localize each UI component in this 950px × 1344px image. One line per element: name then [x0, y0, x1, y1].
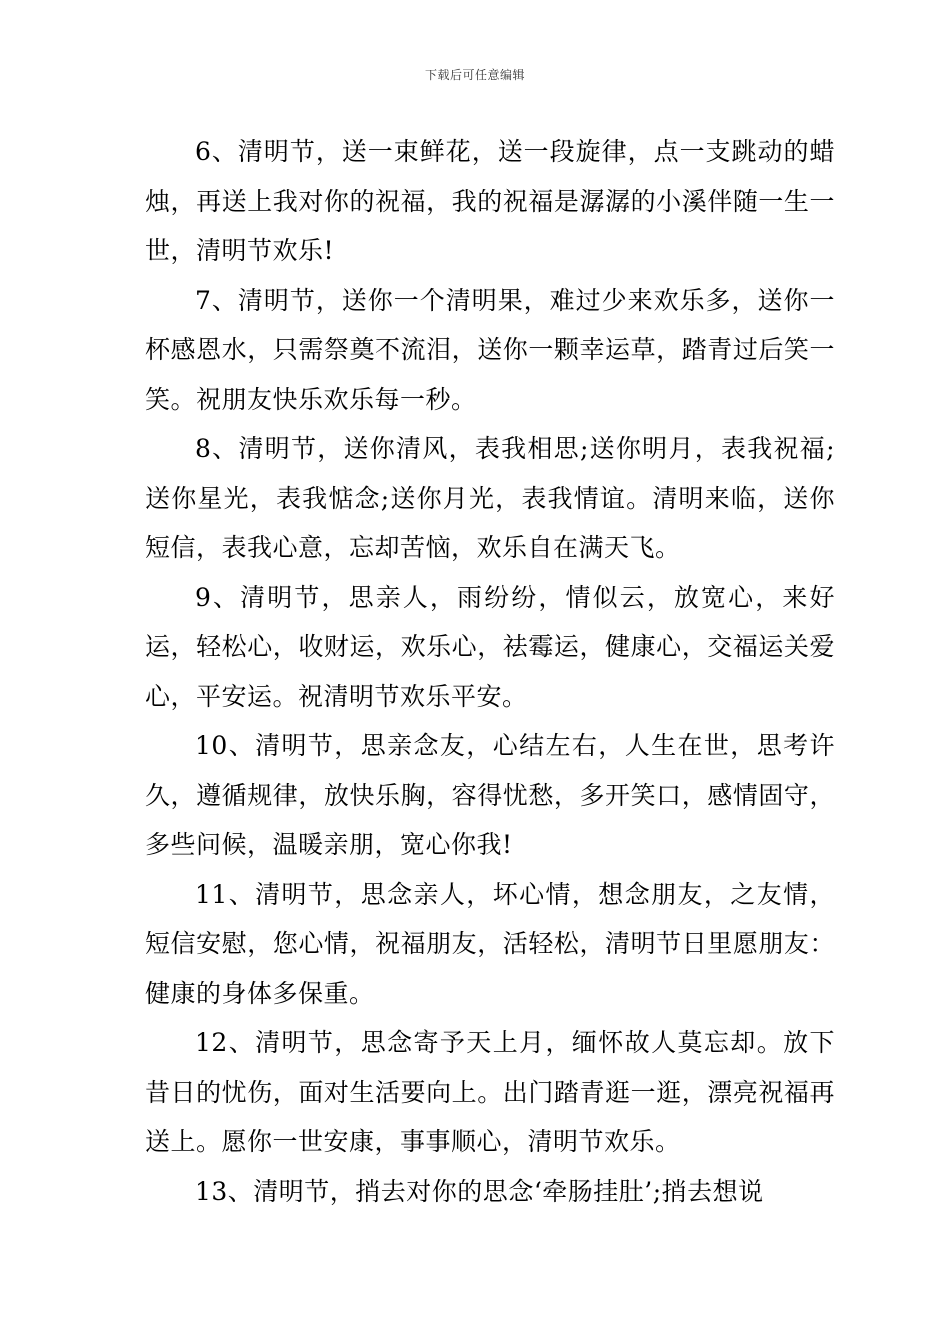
document-body — [145, 127, 835, 1216]
paragraph-9: 9、清明节，思亲人，雨纷纷，情似云，放宽心，来好运，轻松心，收财运，欢乐心，祛霉运，健康心，交福运关爱心，平安运。祝清明节欢乐平安。 — [145, 582, 835, 711]
paragraph-12: 12、清明节，思念寄予天上月，缅怀故人莫忘却。放下昔日的忧伤，面对生活要向上。出门踏青逛一逛，漂亮祝福再送上。愿你一世安康，事事顺心，清明节欢乐。 — [145, 1028, 835, 1156]
paragraph-13: 13、清明节，捎去对你的思念‘牵肠挂肚’;捎去想说 — [195, 1176, 764, 1206]
paragraph-6: 6、清明节，送一束鲜花，送一段旋律，点一支跳动的蜡烛，再送上我对你的祝福，我的祝福是潺潺的小溪伴随一生一世，清明节欢乐! — [145, 137, 835, 265]
page-header: 下载后可任意编辑 — [424, 68, 525, 82]
paragraph-10: 10、清明节，思亲念友，心结左右，人生在世，思考许久，遵循规律，放快乐胸，容得忧愁，多开笑口，感情固守，多些问候，温暖亲朋，宽心你我! — [145, 731, 835, 859]
paragraph-7: 7、清明节，送你一个清明果，难过少来欢乐多，送你一杯感恩水，只需祭奠不流泪，送你一颗幸运草，踏青过后笑一笑。祝朋友快乐欢乐每一秒。 — [145, 285, 835, 414]
paragraph-8: 8、清明节，送你清风，表我相思;送你明月，表我祝福;送你星光，表我惦念;送你月光，表我情谊。清明来临，送你短信，表我心意，忘却苦恼，欢乐自在满天飞。 — [145, 434, 835, 562]
paragraph-11: 11、清明节，思念亲人，坏心情，想念朋友，之友情，短信安慰，您心情，祝福朋友，活轻松，清明节日里愿朋友：健康的身体多保重。 — [145, 879, 835, 1008]
